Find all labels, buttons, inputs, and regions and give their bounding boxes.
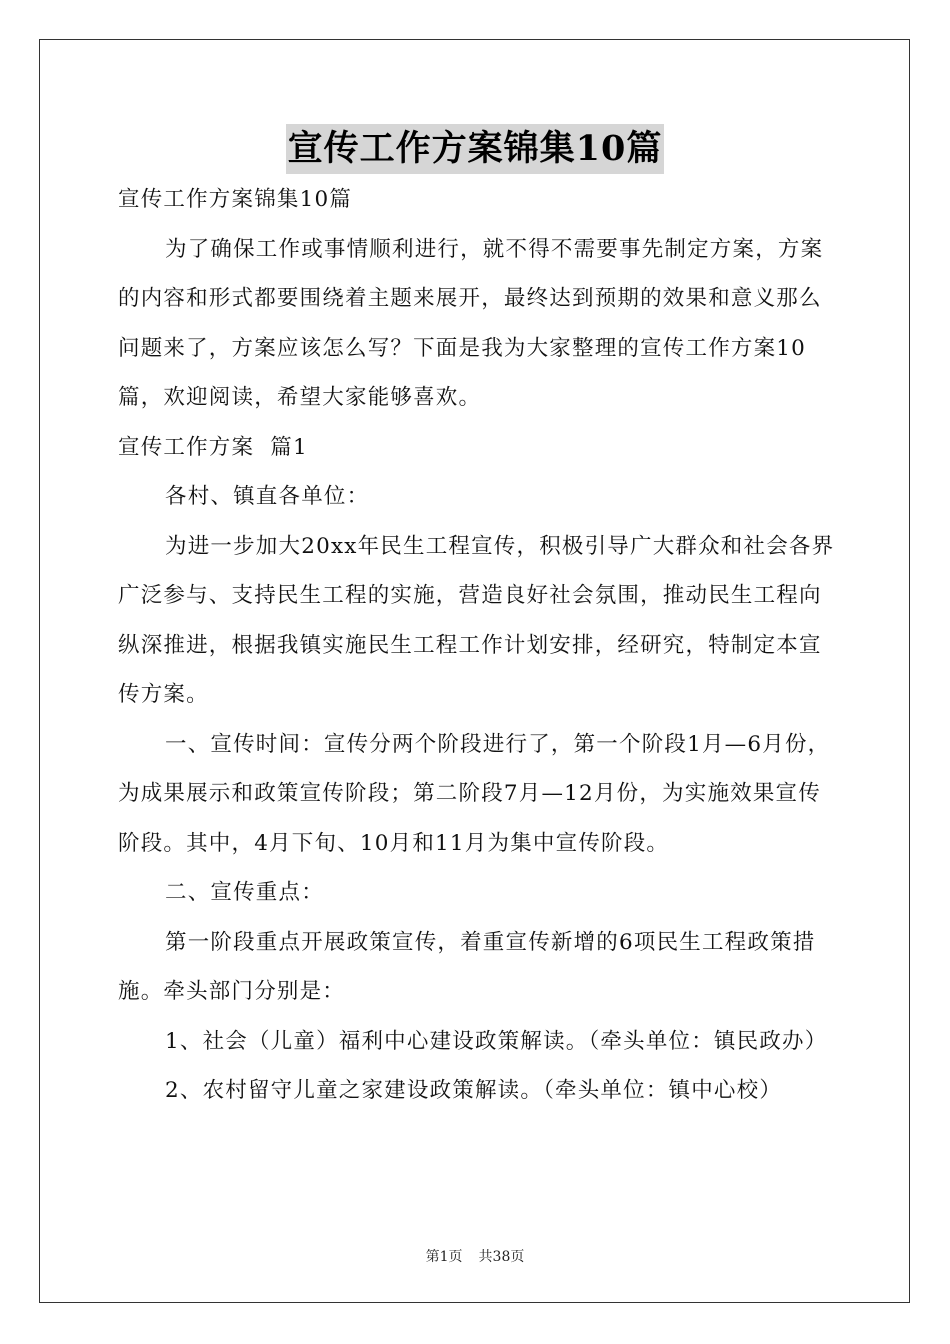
page-total: 共38页 <box>478 1249 525 1265</box>
document-title: 宣传工作方案锦集10篇 <box>286 124 665 174</box>
page-number: 第1页 <box>425 1249 463 1265</box>
title-wrap <box>0 124 950 174</box>
body-paragraph: 第一阶段重点开展政策宣传，着重宣传新增的6项民生工程政策措施。牵头部门分别是： <box>118 929 816 1004</box>
body-paragraph: 为进一步加大20xx年民生工程宣传，积极引导广大群众和社会各界广泛参与、支持民生工程的实施，营造良好社会氛围，推动民生工程向纵深推进，根据我镇实施民生工程工作计划安排，经研究，特制定本宣传方案。 <box>118 533 835 707</box>
body-paragraph: 一、宣传时间：宣传分两个阶段进行了，第一个阶段1月—6月份，为成果展示和政策宣传阶段；第二阶段7月—12月份，为实施效果宣传阶段。其中，4月下旬、10月和11月为集中宣传阶段。 <box>118 731 831 856</box>
section-heading: 宣传工作方案 篇1 <box>118 434 308 460</box>
list-item: 1、社会（儿童）福利中心建设政策解读。（牵头单位：镇民政办） <box>165 1028 828 1054</box>
document-body <box>118 175 835 1116</box>
intro-paragraph: 为了确保工作或事情顺利进行，就不得不需要事先制定方案，方案的内容和形式都要围绕着主题来展开，最终达到预期的效果和意义那么问题来了，方案应该怎么写？下面是我为大家整理的宣传工作方案10篇，欢迎阅读，希望大家能够喜欢。 <box>118 236 824 410</box>
page-footer <box>0 1246 950 1266</box>
salutation: 各村、镇直各单位： <box>165 484 370 509</box>
document-subtitle: 宣传工作方案锦集10篇 <box>118 187 353 212</box>
body-paragraph: 二、宣传重点： <box>165 880 324 905</box>
list-item: 2、农村留守儿童之家建设政策解读。（牵头单位：镇中心校） <box>165 1078 783 1103</box>
